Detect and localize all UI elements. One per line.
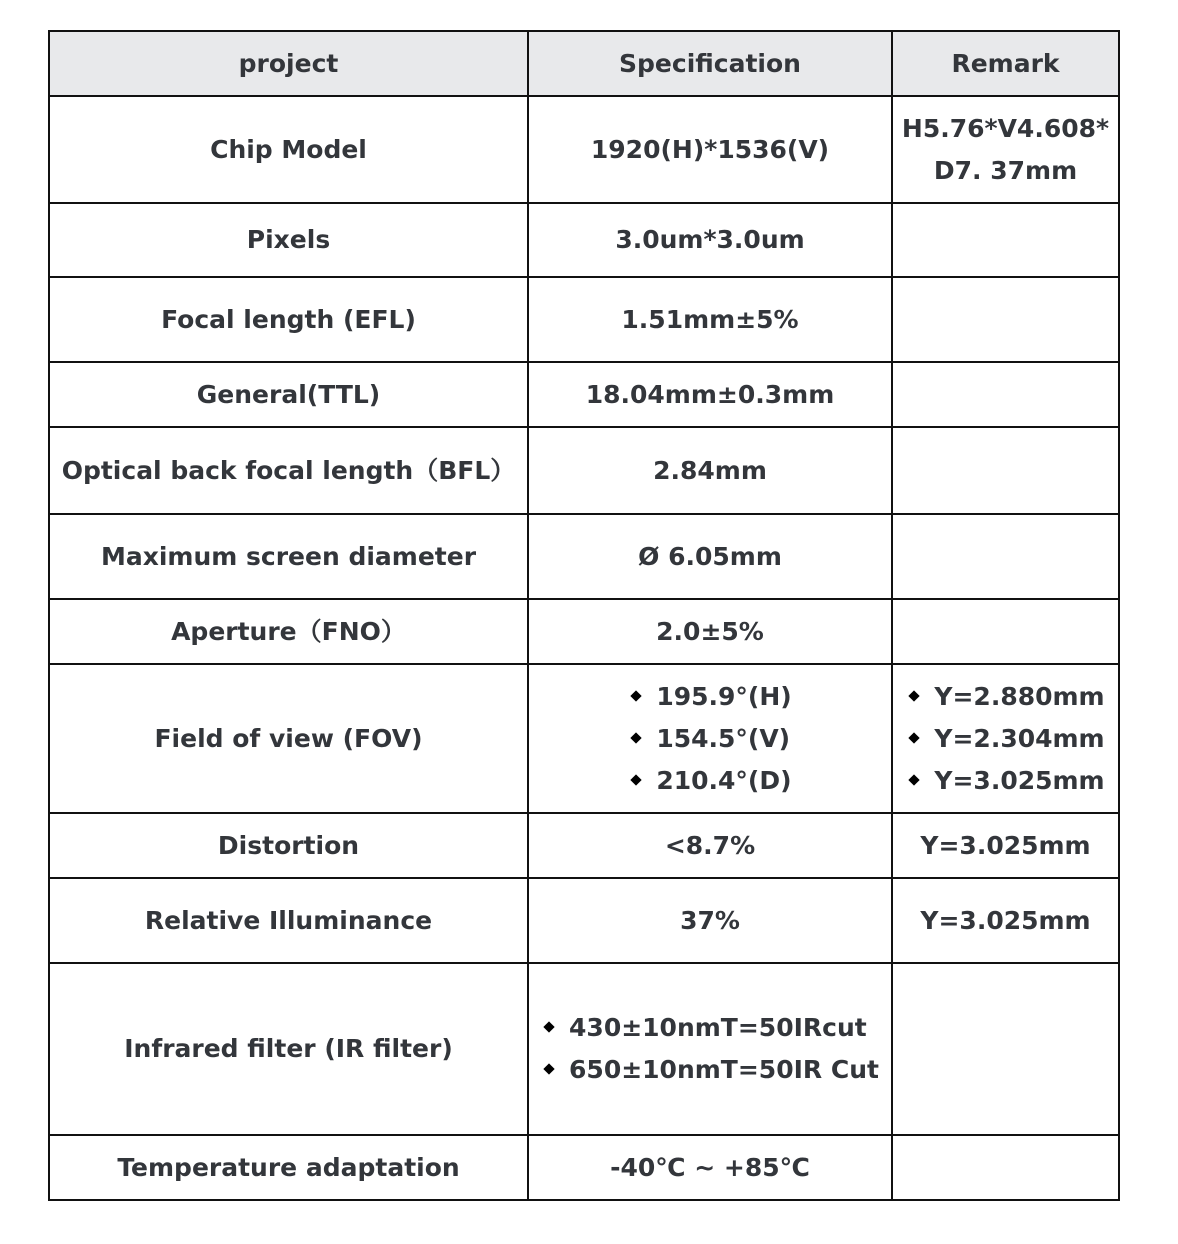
remark-line: H5.76*V4.608* [901, 113, 1110, 143]
remark-value [892, 599, 1119, 664]
spec-table [48, 30, 1120, 1201]
spec-list-cell [528, 963, 892, 1135]
table-row [49, 362, 1119, 427]
table-row [49, 514, 1119, 599]
header-specification: Specification [528, 31, 892, 96]
remark-value: Y=3.025mm [892, 878, 1119, 963]
spec-value: 1.51mm±5% [528, 277, 892, 362]
table-row [49, 599, 1119, 664]
remark-value [892, 277, 1119, 362]
remark-line: D7. 37mm [933, 155, 1078, 185]
bullet-item: Y=3.025mm [906, 760, 1104, 802]
spec-list-cell [528, 664, 892, 813]
table-row [49, 277, 1119, 362]
header-remark: Remark [892, 31, 1119, 96]
spec-value: 18.04mm±0.3mm [528, 362, 892, 427]
table-header-row [49, 31, 1119, 96]
row-label: Distortion [49, 813, 528, 878]
row-label: Maximum screen diameter [49, 514, 528, 599]
bullet-item: Y=2.880mm [906, 676, 1104, 718]
remark-list-cell [892, 664, 1119, 813]
table-row [49, 813, 1119, 878]
row-label: General(TTL) [49, 362, 528, 427]
header-project: project [49, 31, 528, 96]
row-label: Pixels [49, 203, 528, 277]
table-row [49, 203, 1119, 277]
spec-value: -40℃ ~ +85℃ [528, 1135, 892, 1200]
bullet-item: 210.4°(D) [628, 760, 791, 802]
table-row [49, 664, 1119, 813]
spec-value: 2.84mm [528, 427, 892, 514]
table-row [49, 96, 1119, 203]
bullet-item: Y=2.304mm [906, 718, 1104, 760]
table-row [49, 427, 1119, 514]
remark-value [892, 362, 1119, 427]
spec-value: 1920(H)*1536(V) [528, 96, 892, 203]
spec-value: <8.7% [528, 813, 892, 878]
remark-value: Y=3.025mm [892, 813, 1119, 878]
remark-value [892, 427, 1119, 514]
spec-value: 3.0um*3.0um [528, 203, 892, 277]
bullet-item: 195.9°(H) [628, 676, 791, 718]
row-label: Optical back focal length（BFL） [49, 427, 528, 514]
bullet-item: 650±10nmT=50IR Cut [541, 1049, 879, 1091]
spec-value: Ø 6.05mm [528, 514, 892, 599]
row-label: Temperature adaptation [49, 1135, 528, 1200]
spec-bullet-list [541, 1007, 879, 1091]
table-row [49, 878, 1119, 963]
remark-bullet-list [906, 676, 1104, 802]
row-label: Relative Illuminance [49, 878, 528, 963]
spec-bullet-list [628, 676, 791, 802]
row-label: Infrared filter (IR filter) [49, 963, 528, 1135]
row-label: Aperture（FNO） [49, 599, 528, 664]
spec-value: 2.0±5% [528, 599, 892, 664]
bullet-item: 154.5°(V) [628, 718, 791, 760]
spec-value: 37% [528, 878, 892, 963]
table-row [49, 963, 1119, 1135]
remark-value [892, 203, 1119, 277]
row-label: Field of view (FOV) [49, 664, 528, 813]
remark-value [892, 514, 1119, 599]
remark-value [892, 1135, 1119, 1200]
row-label: Focal length (EFL) [49, 277, 528, 362]
table-row [49, 1135, 1119, 1200]
remark-value [892, 963, 1119, 1135]
remark-value [892, 96, 1119, 203]
row-label: Chip Model [49, 96, 528, 203]
bullet-item: 430±10nmT=50IRcut [541, 1007, 879, 1049]
